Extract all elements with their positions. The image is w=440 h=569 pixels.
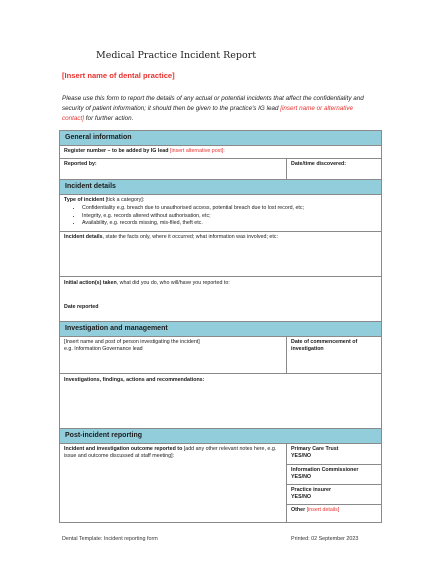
intro-part1: Please use this form to report the details of any actual or potential incidents that affect the confidentiality and security of patient information; it should then be given to the practice's IG lead (62, 95, 364, 113)
initial-action-field[interactable] (60, 277, 381, 321)
section-incident-details: Incident details (60, 179, 381, 194)
page-title: Medical Practice Incident Report (96, 50, 257, 61)
insurer-value[interactable]: YES/NO (291, 494, 312, 501)
category-integrity[interactable]: • Integrity, e.g. records altered without authorisation, etc; (82, 213, 377, 220)
outcome-field[interactable] (60, 444, 286, 522)
investigator-example: e.g. Information Governance lead (64, 346, 143, 353)
pct-value[interactable]: YES/NO (291, 453, 312, 460)
investigator-field[interactable] (60, 337, 286, 373)
category-availability[interactable]: • Availability, e.g. records missing, mis-filed, theft etc. (82, 220, 377, 227)
reported-by-field[interactable]: Reported by: (64, 161, 97, 167)
register-label[interactable]: Register number – to be added by IG lead [insert alternative post]: (64, 148, 225, 154)
details-row[interactable] (60, 231, 381, 276)
incident-type-field (60, 195, 381, 231)
date-discovered-field[interactable]: Date/time discovered: (286, 159, 381, 179)
incident-details-field[interactable] (60, 232, 381, 276)
details-hint: , state the facts only, where it occurred; what information was involved; etc: (102, 234, 278, 240)
action-hint: , what did you do, who will/have you reported to: (116, 280, 230, 286)
intro-text (62, 94, 374, 125)
type-label: Type of incident (64, 197, 105, 203)
insurer-field[interactable]: Practice insurer YES/NO (287, 484, 381, 504)
reported-row (60, 158, 381, 179)
findings-field[interactable]: Investigations, findings, actions and recommendations: (64, 377, 205, 383)
type-row (60, 194, 381, 231)
section-post-incident: Post-incident reporting (60, 428, 381, 443)
ico-field[interactable]: Information Commissioner YES/NO (287, 464, 381, 484)
other-placeholder: [insert details] (306, 507, 340, 513)
action-label: Initial action(s) taken (64, 280, 117, 286)
footer-printed-date: Printed: 02 September 2023 (291, 536, 359, 542)
type-hint: [tick a category]: (104, 197, 145, 203)
register-placeholder: [insert alternative post] (169, 148, 224, 154)
outcome-hint: [add any other relevant notes here, e.g. issue and outcome discussed at staff meeting]: (64, 446, 277, 460)
other-field[interactable]: Other [insert details] (287, 504, 381, 522)
category-list (64, 205, 377, 227)
date-reported-label: Date reported (64, 304, 99, 311)
register-row[interactable] (60, 145, 381, 158)
incident-form (59, 130, 382, 523)
investigator-row (60, 336, 381, 373)
pct-field[interactable]: Primary Care Trust YES/NO (287, 444, 381, 464)
action-row[interactable] (60, 276, 381, 321)
investigator-placeholder: [Insert name and post of person investigating the incident] (64, 339, 200, 345)
ico-value[interactable]: YES/NO (291, 474, 312, 481)
outcome-label: Incident and investigation outcome reported to (64, 446, 183, 452)
findings-row[interactable] (60, 373, 381, 428)
footer-template-name: Dental Template: Incident reporting form (62, 536, 158, 542)
post-row (60, 443, 381, 522)
section-investigation: Investigation and management (60, 321, 381, 336)
details-label: Incident details (64, 234, 103, 240)
intro-contact-placeholder[interactable]: [insert name or alternative contact] (62, 105, 354, 123)
recipients-column (286, 444, 381, 522)
section-general-information: General information (60, 131, 381, 145)
practice-name-placeholder[interactable]: [Insert name of dental practice] (62, 71, 175, 80)
intro-part2: for further action. (84, 115, 134, 123)
commencement-date-field[interactable]: Date of commencement of investigation (286, 337, 381, 373)
category-confidentiality[interactable]: • Confidentiality e.g. breach due to unauthorised access, potential breach due to lost record, etc; (82, 205, 377, 212)
